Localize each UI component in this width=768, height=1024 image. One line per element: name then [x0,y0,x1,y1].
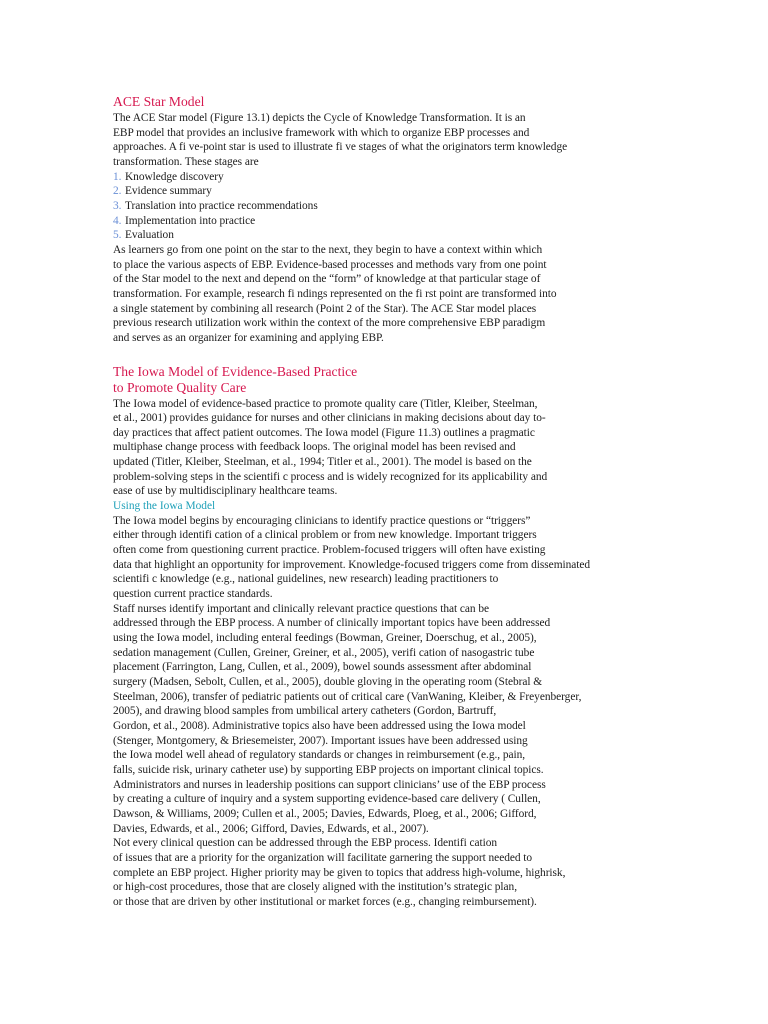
text-line: Administrators and nurses in leadership positions can support clinicians’ use of the EBP process [113,778,546,791]
text-line: and serves as an organizer for examining and applying EBP. [113,331,384,344]
iowa-intro-paragraph [113,397,753,500]
list-item [113,199,753,214]
text-line: 2005), and drawing blood samples from umbilical artery catheters (Gordon, Bartruff, [113,705,497,718]
list-item [113,214,753,229]
text-line: Gordon, et al., 2008). Administrative topics also have been addressed using the Iowa model [113,719,526,732]
list-item-text: Translation into practice recommendations [125,199,318,212]
text-line: either through identifi cation of a clinical problem or from new knowledge. Important triggers [113,529,537,542]
text-line: approaches. A fi ve-point star is used to illustrate fi ve stages of what the originators term knowledge [113,141,568,154]
text-line: placement (Farrington, Lang, Cullen, et al., 2009), bowel sounds assessment after abdominal [113,661,532,674]
text-line: sedation management (Cullen, Greiner, Greiner, et al., 2005), verifi cation of nasogastric tube [113,646,535,659]
text-line: scientifi c knowledge (e.g., national guidelines, new research) leading practitioners to [113,573,499,586]
text-line: often come from questioning current practice. Problem-focused triggers will often have existing [113,544,546,557]
text-line: question current practice standards. [113,588,273,601]
text-line: et al., 2001) provides guidance for nurses and other clinicians in making decisions about day to- [113,412,546,425]
text-line: EBP model that provides an inclusive framework with which to organize EBP processes and [113,126,530,139]
list-item-number: 3. [113,199,122,212]
section-heading-ace-star: ACE Star Model [113,94,205,109]
text-line: Staff nurses identify important and clinically relevant practice questions that can be [113,602,490,615]
list-item [113,170,753,185]
text-line: The Iowa model begins by encouraging clinicians to identify practice questions or “triggers” [113,514,531,527]
iowa-using-paragraphs [113,514,753,910]
section-heading-iowa-line1: The Iowa Model of Evidence-Based Practice [113,363,358,379]
text-line: falls, suicide risk, urinary catheter use) by supporting EBP projects on important clinical topics. [113,763,544,776]
text-line: Steelman, 2006), transfer of pediatric patients out of critical care (VanWaning, Kleiber, & Freyenberger, [113,690,582,703]
text-line: Dawson, & Williams, 2009; Cullen et al., 2005; Davies, Edwards, Ploeg, et al., 2006; Gifford, [113,807,537,820]
text-line: (Stenger, Montgomery, & Briesemeister, 2007). Important issues have been addressed using [113,734,528,747]
section-heading-iowa-line2: to Promote Quality Care [113,380,247,395]
text-line: or high-cost procedures, those that are closely aligned with the institution’s strategic plan, [113,881,517,894]
text-line: transformation. These stages are [113,155,259,168]
text-line: the Iowa model well ahead of regulatory standards or changes in reimbursement (e.g., pain, [113,749,526,762]
list-item-number: 4. [113,214,122,227]
text-line: multiphase change process with feedback loops. The original model has been revised and [113,441,516,454]
list-item [113,228,753,243]
text-line: transformation. For example, research fi ndings represented on the fi rst point are transformed into [113,287,557,300]
text-line: complete an EBP project. Higher priority may be given to topics that address high-volume, highrisk, [113,866,566,879]
text-line: previous research utilization work within the context of the more comprehensive EBP paradigm [113,317,546,330]
text-line: The ACE Star model (Figure 13.1) depicts the Cycle of Knowledge Transformation. It is an [113,112,526,124]
text-line: to place the various aspects of EBP. Evidence-based processes and methods vary from one point [113,258,547,271]
list-item [113,184,753,199]
text-line: of issues that are a priority for the organization will facilitate garnering the support needed to [113,851,533,864]
text-line: updated (Titler, Kleiber, Steelman, et al., 1994; Titler et al., 2001). The model is based on the [113,456,532,469]
text-line: As learners go from one point on the star to the next, they begin to have a context within which [113,243,543,256]
ace-stages-list [113,170,753,243]
ace-intro-paragraph [113,111,753,170]
text-line: ease of use by multidisciplinary healthcare teams. [113,485,338,498]
list-item-text: Evaluation [125,229,174,242]
text-line: of the Star model to the next and depend on the “form” of knowledge at that particular stage of [113,273,541,286]
list-item-number: 5. [113,229,122,242]
list-item-text: Implementation into practice [125,214,256,227]
list-item-text: Evidence summary [125,185,212,198]
text-line: problem-solving steps in the scientifi c process and is widely recognized for its applicability and [113,470,548,483]
text-line: data that highlight an opportunity for improvement. Knowledge-focused triggers come from disseminated [113,558,591,571]
text-line: or those that are driven by other institutional or market forces (e.g., changing reimbursement). [113,895,537,908]
text-line: a single statement by combining all research (Point 2 of the Star). The ACE Star model places [113,302,537,315]
ace-body-paragraph [113,243,753,346]
list-item-text: Knowledge discovery [125,170,224,183]
text-line: addressed through the EBP process. A number of clinically important topics have been addressed [113,617,551,630]
text-line: by creating a culture of inquiry and a system supporting evidence-based care delivery ( Cullen, [113,793,541,806]
list-item-number: 1. [113,170,122,183]
list-item-number: 2. [113,185,122,198]
text-line: day practices that affect patient outcomes. The Iowa model (Figure 11.3) outlines a pragmatic [113,426,535,439]
text-line: Davies, Edwards, et al., 2006; Gifford, Davies, Edwards, et al., 2007). [113,822,429,835]
document-page [113,93,753,909]
text-line: The Iowa model of evidence-based practice to promote quality care (Titler, Kleiber, Steelman, [113,397,538,410]
text-line: Not every clinical question can be addressed through the EBP process. Identifi cation [113,837,498,850]
subheading-using-iowa-model: Using the Iowa Model [113,500,216,513]
text-line: using the Iowa model, including enteral feedings (Bowman, Greiner, Doerschug, et al., 2005), [113,632,537,644]
text-line: surgery (Madsen, Sebolt, Cullen, et al., 2005), double gloving in the operating room (Stebral & [113,675,543,688]
